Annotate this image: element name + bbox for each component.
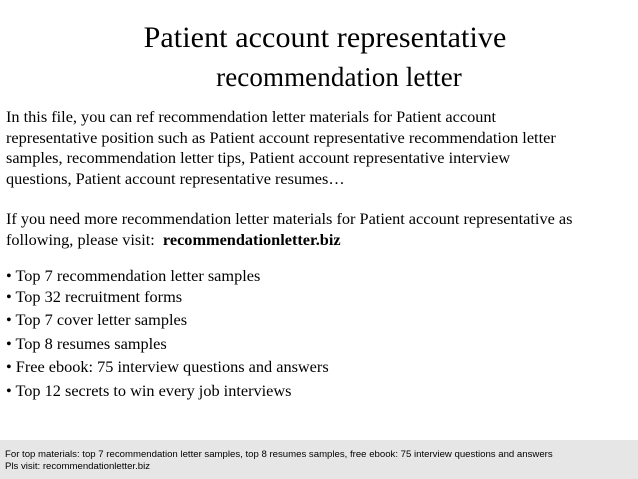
list-item: • Top 8 resumes samples xyxy=(6,333,167,353)
page-title: Patient account representative xyxy=(143,21,507,54)
more-info-paragraph xyxy=(6,209,634,250)
list-item: • Top 32 recruitment forms xyxy=(6,286,183,306)
page-subtitle: recommendation letter xyxy=(216,62,462,92)
list-item: • Free ebook: 75 interview questions and answers xyxy=(6,357,329,376)
intro-line: In this file, you can ref recommendation letter materials for Patient account xyxy=(6,107,497,126)
intro-paragraph xyxy=(6,107,634,189)
intro-line: questions, Patient account representative resumes… xyxy=(6,168,345,188)
footer-line: Pls visit: recommendationletter.biz xyxy=(5,461,151,472)
intro-line: samples, recommendation letter tips, Patient account representative interview xyxy=(6,148,511,167)
visit-prompt: following, please visit: xyxy=(6,229,163,249)
list-item: • Top 12 secrets to win every job interviews xyxy=(6,380,292,400)
footer-banner xyxy=(0,440,638,479)
footer-line: For top materials: top 7 recommendation letter samples, top 8 resumes samples, free ebook: 75 interview questions and answers xyxy=(5,449,553,460)
more-info-line xyxy=(6,230,634,251)
website-link[interactable]: recommendationletter.biz xyxy=(162,229,341,249)
intro-line: representative position such as Patient account representative recommendation letter xyxy=(6,127,556,147)
list-item: • Top 7 cover letter samples xyxy=(6,310,188,329)
more-info-line: If you need more recommendation letter materials for Patient account representative as xyxy=(6,209,573,228)
bullet-list xyxy=(6,266,329,401)
list-item: • Top 7 recommendation letter samples xyxy=(6,266,261,285)
